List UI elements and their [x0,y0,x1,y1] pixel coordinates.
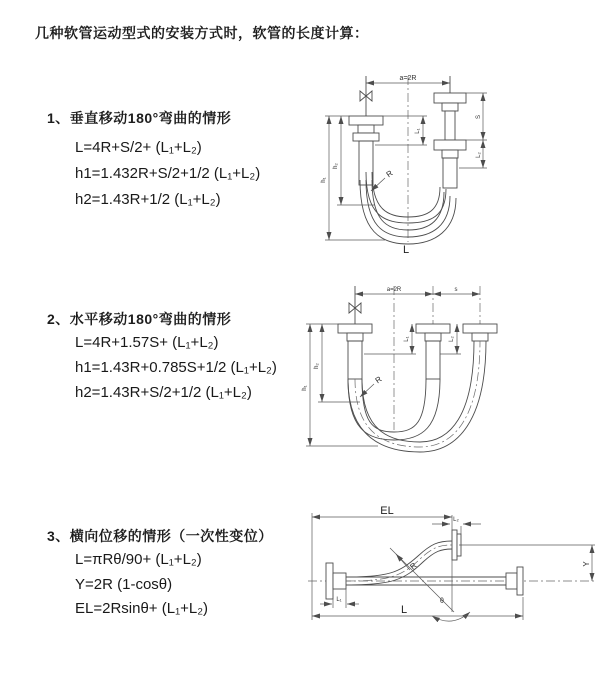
radius-leader [371,168,395,191]
section-2-heading: 2、水平移动180°弯曲的情形 [47,311,232,327]
diagram-lateral-displacement [302,504,600,658]
dimension-s [433,287,480,294]
dim-label-L2: L₂ [453,517,459,523]
section-2-formula-h1: h1=1.43R+0.785S+1/2 (L₁+L₂) [75,359,277,376]
dimension-L [312,597,523,620]
dimension-Y [459,545,595,581]
length-label: L [402,244,410,256]
left-flange [326,563,346,599]
section-1-formula-L: L=4R+S/2+ (L₁+L₂) [75,139,202,156]
section-1-formula-h1: h1=1.432R+S/2+1/2 (L₁+L₂) [75,165,261,182]
dimension-a2R [355,287,433,294]
left-braided-hose [348,341,362,379]
dim-label-L1: L₁ [415,128,421,134]
middle-flange [416,324,450,341]
left-flange [349,116,383,141]
dim-label-L2: L₂ [476,152,482,158]
radius-label: R [408,560,419,572]
angle-label: θ [440,598,444,605]
right-flange-upper [434,93,466,111]
middle-braided-hose [426,341,440,379]
radius-leader [360,374,384,397]
page-title: 几种软管运动型式的安装方式时，软管的长度计算： [35,25,369,41]
dim-label-h1: h₁ [321,177,327,183]
dim-label-h1: h₁ [302,385,308,391]
dim-label-S: S [476,114,482,120]
section-2-formula-h2: h2=1.43R+S/2+1/2 (L₁+L₂) [75,384,252,401]
diagram-horizontal-180-bend [300,280,594,460]
dimension-S [466,93,487,140]
dim-label-s: s [454,287,458,293]
right-braided-hose [443,158,457,188]
right-pipe-section [445,111,455,140]
dim-label-L2: L₂ [449,336,455,342]
dim-label-h2: h₂ [314,363,320,369]
diagram-vertical-180-bend [313,70,585,260]
dim-label-L: L [400,604,408,616]
section-3-formula-Y: Y=2R (1-cosθ) [75,576,173,593]
section-1-heading: 1、垂直移动180°弯曲的情形 [47,110,232,126]
left-flange [338,324,372,341]
section-3-heading: 3、横向位移的情形（一次性变位） [47,528,273,544]
dim-label-L1: L₁ [404,336,410,342]
dim-label-L1: L₁ [336,597,342,603]
radius-label: R [373,374,384,386]
radius-label: R [384,168,395,180]
dimension-h1 [302,324,378,446]
dim-label-a2R: a=2R [399,75,417,82]
angle-theta [432,598,470,621]
right-flange-lower [434,140,466,158]
dim-label-Y: Y [582,561,591,567]
section-1-formula-h2: h2=1.43R+1/2 (L₁+L₂) [75,191,221,208]
section-2-formula-L: L=4R+1.57S+ (L₁+L₂) [75,334,219,351]
section-3-formula-EL: EL=2Rsinθ+ (L₁+L₂) [75,600,209,617]
dim-label-EL: EL [380,505,394,517]
section-3-formula-L: L=πRθ/90+ (L₁+L₂) [75,551,202,568]
right-flange [506,567,523,595]
right-flange [463,324,497,341]
dimension-a2R [366,75,450,83]
hose-displaced-position [346,541,452,585]
dim-label-a2R: a=2R [386,287,402,293]
hose-u-arcs [348,341,486,452]
dim-label-h2: h₂ [333,163,339,169]
